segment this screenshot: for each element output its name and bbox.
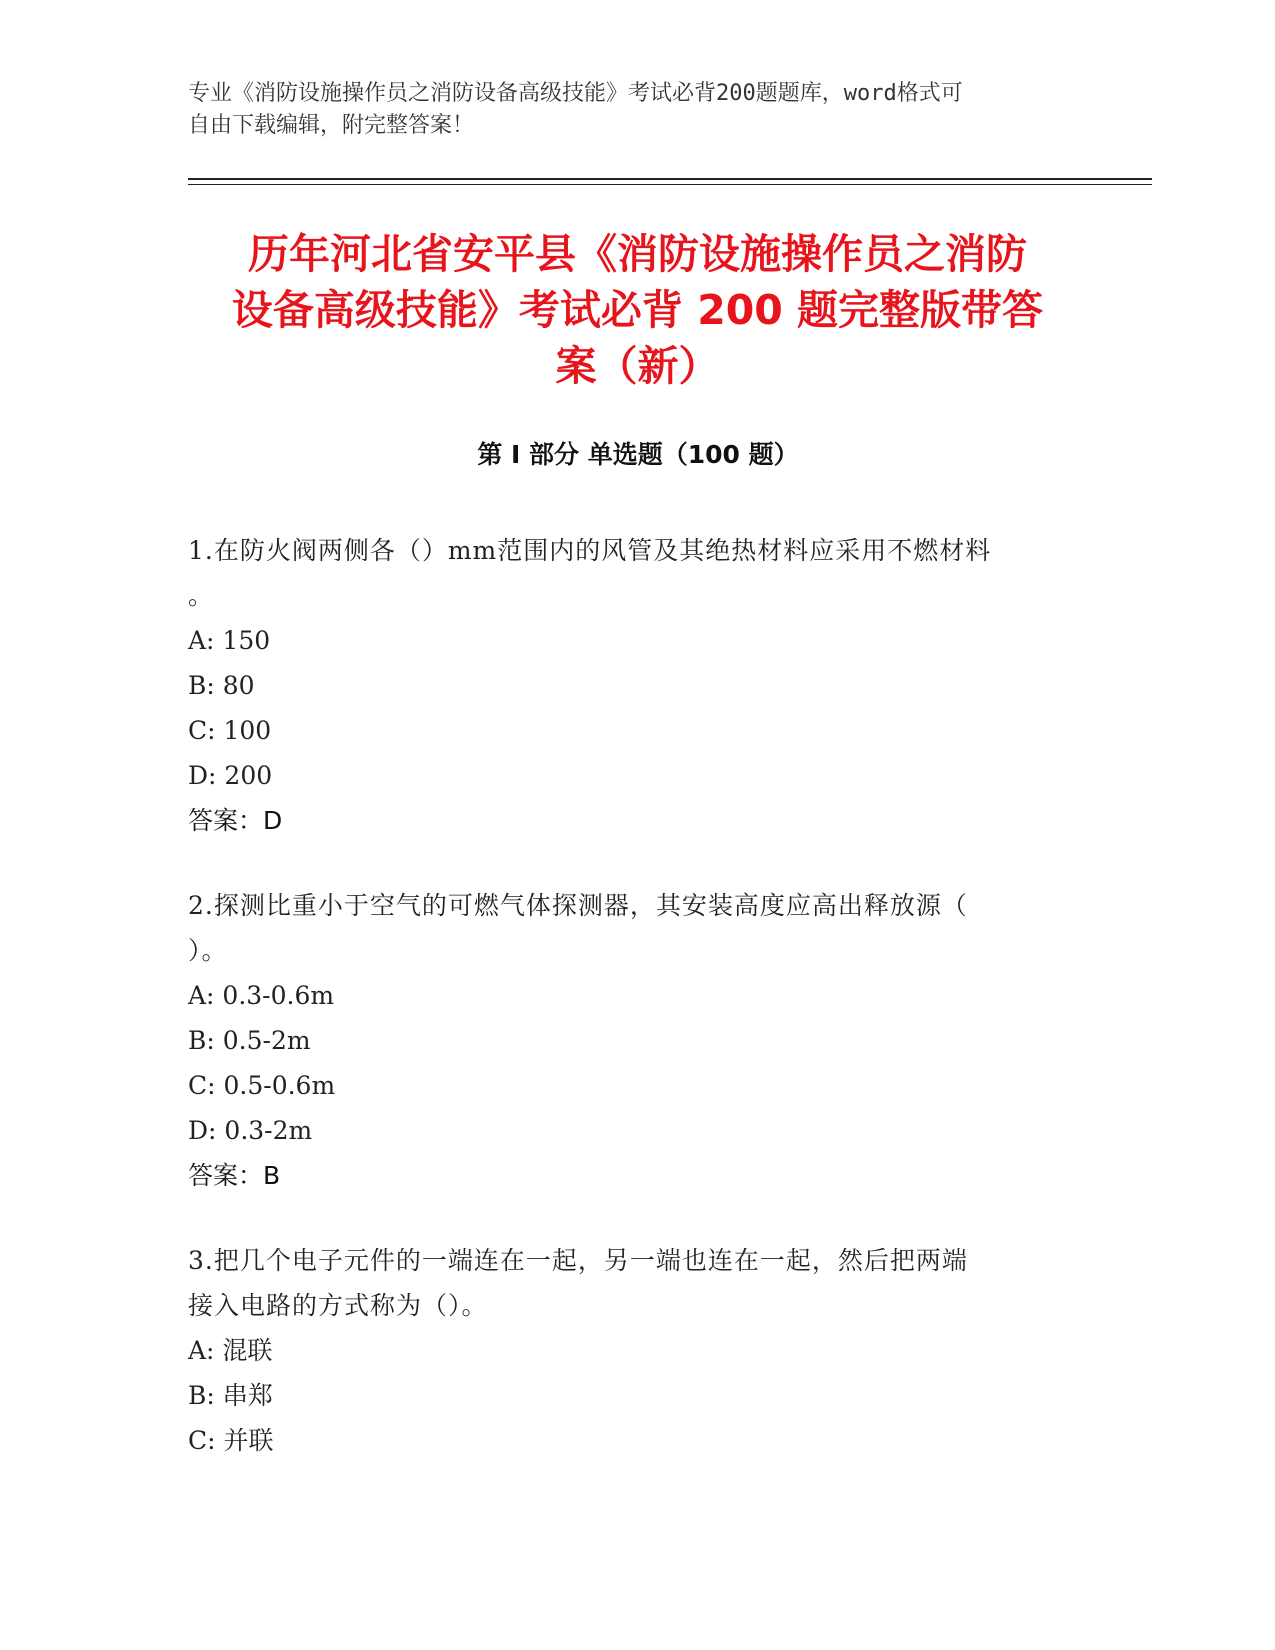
document-title (140, 226, 1135, 394)
question-stem-line: 接入电路的方式称为（）。 (188, 1291, 488, 1320)
question-stem-line: 1.在防火阀两侧各（）mm范围内的风管及其绝热材料应采用不燃材料 (188, 536, 992, 565)
header-note (188, 78, 1068, 142)
header-divider-thick (188, 178, 1152, 180)
title-line3: 案（新） (555, 342, 720, 390)
option-b: B: 0.5-2m (188, 1026, 311, 1055)
title-line1: 历年河北省安平县《消防设施操作员之消防 (248, 230, 1027, 278)
option-b: B: 串郑 (188, 1381, 273, 1410)
option-a: A: 0.3-0.6m (188, 981, 335, 1010)
question-stem-line: 。 (188, 581, 215, 610)
question-item (188, 528, 1078, 843)
option-d: D: 0.3-2m (188, 1116, 313, 1145)
question-stem (188, 528, 1078, 618)
option-c: C: 100 (188, 716, 272, 745)
question-item (188, 1238, 1078, 1463)
option-a: A: 混联 (188, 1336, 273, 1365)
question-stem (188, 883, 1078, 973)
section-title: 第 I 部分 单选题（100 题） (477, 440, 799, 469)
question-stem (188, 1238, 1078, 1328)
option-c: C: 0.5-0.6m (188, 1071, 336, 1100)
title-line2: 设备高级技能》考试必背 200 题完整版带答 (231, 286, 1044, 334)
question-stem-line: 3.把几个电子元件的一端连在一起，另一端也连在一起，然后把两端 (188, 1246, 968, 1275)
question-list (188, 528, 1078, 1503)
option-d: D: 200 (188, 761, 273, 790)
header-divider-thin (188, 184, 1152, 185)
answer-text: 答案：D (188, 806, 283, 835)
option-b: B: 80 (188, 671, 255, 700)
question-stem-line: 2.探测比重小于空气的可燃气体探测器，其安装高度应高出释放源（ (188, 891, 968, 920)
header-note-line2: 自由下载编辑，附完整答案！ (188, 113, 475, 138)
header-note-line1: 专业《消防设施操作员之消防设备高级技能》考试必背200题题库，word格式可 (188, 81, 963, 106)
answer-text: 答案：B (188, 1161, 281, 1190)
question-stem-line: ）。 (188, 936, 228, 965)
question-item (188, 883, 1078, 1198)
option-a: A: 150 (188, 626, 271, 655)
option-c: C: 并联 (188, 1426, 274, 1455)
